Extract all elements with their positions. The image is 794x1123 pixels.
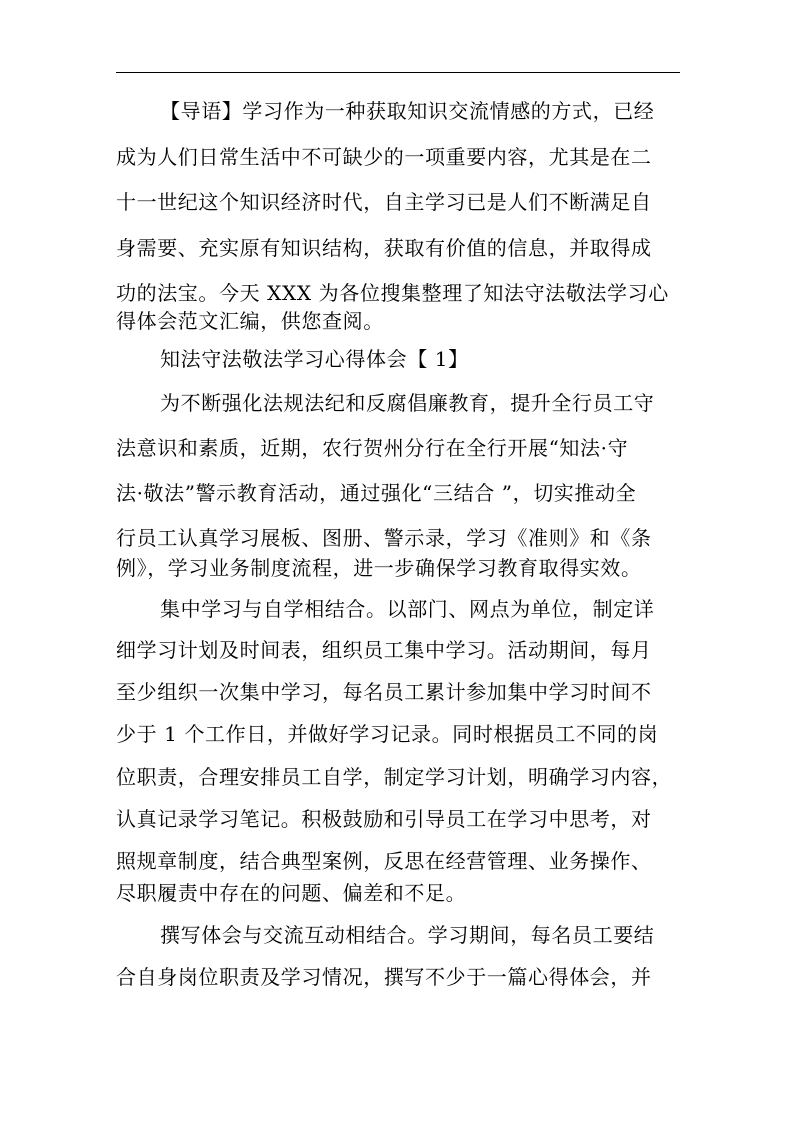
paragraph-1-line-3: 法·敬法”警示教育活动，通过强化“三结合 ”，切实推动全 bbox=[116, 481, 637, 505]
paragraph-3-line-1: 撰写体会与交流互动相结合。学习期间，每名员工要结 bbox=[160, 923, 655, 947]
paragraph-2-line-5: 位职责，合理安排员工自学，制定学习计划，明确学习内容， bbox=[116, 765, 673, 789]
paragraph-2-line-2: 细学习计划及时间表，组织员工集中学习。活动期间，每月 bbox=[116, 638, 652, 662]
paragraph-2-line-4: 少于 1 个工作日，并做好学习记录。同时根据员工不同的岗 bbox=[116, 722, 659, 746]
intro-line-4: 身需要、充实原有知识结构，获取有价值的信息，并取得成 bbox=[116, 236, 652, 260]
paragraph-2-line-8: 尽职履责中存在的问题、偏差和不足。 bbox=[116, 881, 467, 905]
intro-line-3: 十一世纪这个知识经济时代，自主学习已是人们不断满足自 bbox=[116, 190, 652, 214]
paragraph-2-line-3: 至少组织一次集中学习，每名员工累计参加集中学习时间不 bbox=[116, 680, 652, 704]
intro-line-2: 成为人们日常生活中不可缺少的一项重要内容，尤其是在二 bbox=[116, 145, 652, 169]
paragraph-1-line-2: 法意识和素质，近期，农行贺州分行在全行开展“知法·守 bbox=[116, 436, 629, 460]
paragraph-2-line-1: 集中学习与自学相结合。以部门、网点为单位，制定详 bbox=[160, 597, 655, 621]
intro-line-1: 【导语】学习作为一种获取知识交流情感的方式，已经 bbox=[160, 99, 655, 123]
paragraph-1-line-1: 为不断强化法规法纪和反腐倡廉教育，提升全行员工守 bbox=[160, 391, 655, 415]
paragraph-1-line-4: 行员工认真学习展板、图册、警示录，学习《准则》和《条 bbox=[116, 526, 652, 550]
intro-line-5: 功的法宝。今天 XXX 为各位搜集整理了知法守法敬法学习心 bbox=[116, 281, 669, 305]
paragraph-1-line-5: 例》，学习业务制度流程，进一步确保学习教育取得实效。 bbox=[116, 556, 642, 580]
section-heading: 知法守法敬法学习心得体会【 1】 bbox=[160, 347, 469, 371]
header-rule bbox=[116, 72, 680, 73]
paragraph-2-line-6: 认真记录学习笔记。积极鼓励和引导员工在学习中思考，对 bbox=[116, 807, 652, 831]
intro-line-6: 得体会范文汇编，供您查阅。 bbox=[116, 309, 384, 333]
paragraph-2-line-7: 照规章制度，结合典型案例，反思在经营管理、业务操作、 bbox=[116, 849, 652, 873]
paragraph-3-line-2: 合自身岗位职责及学习情况，撰写不少于一篇心得体会，并 bbox=[116, 965, 652, 989]
